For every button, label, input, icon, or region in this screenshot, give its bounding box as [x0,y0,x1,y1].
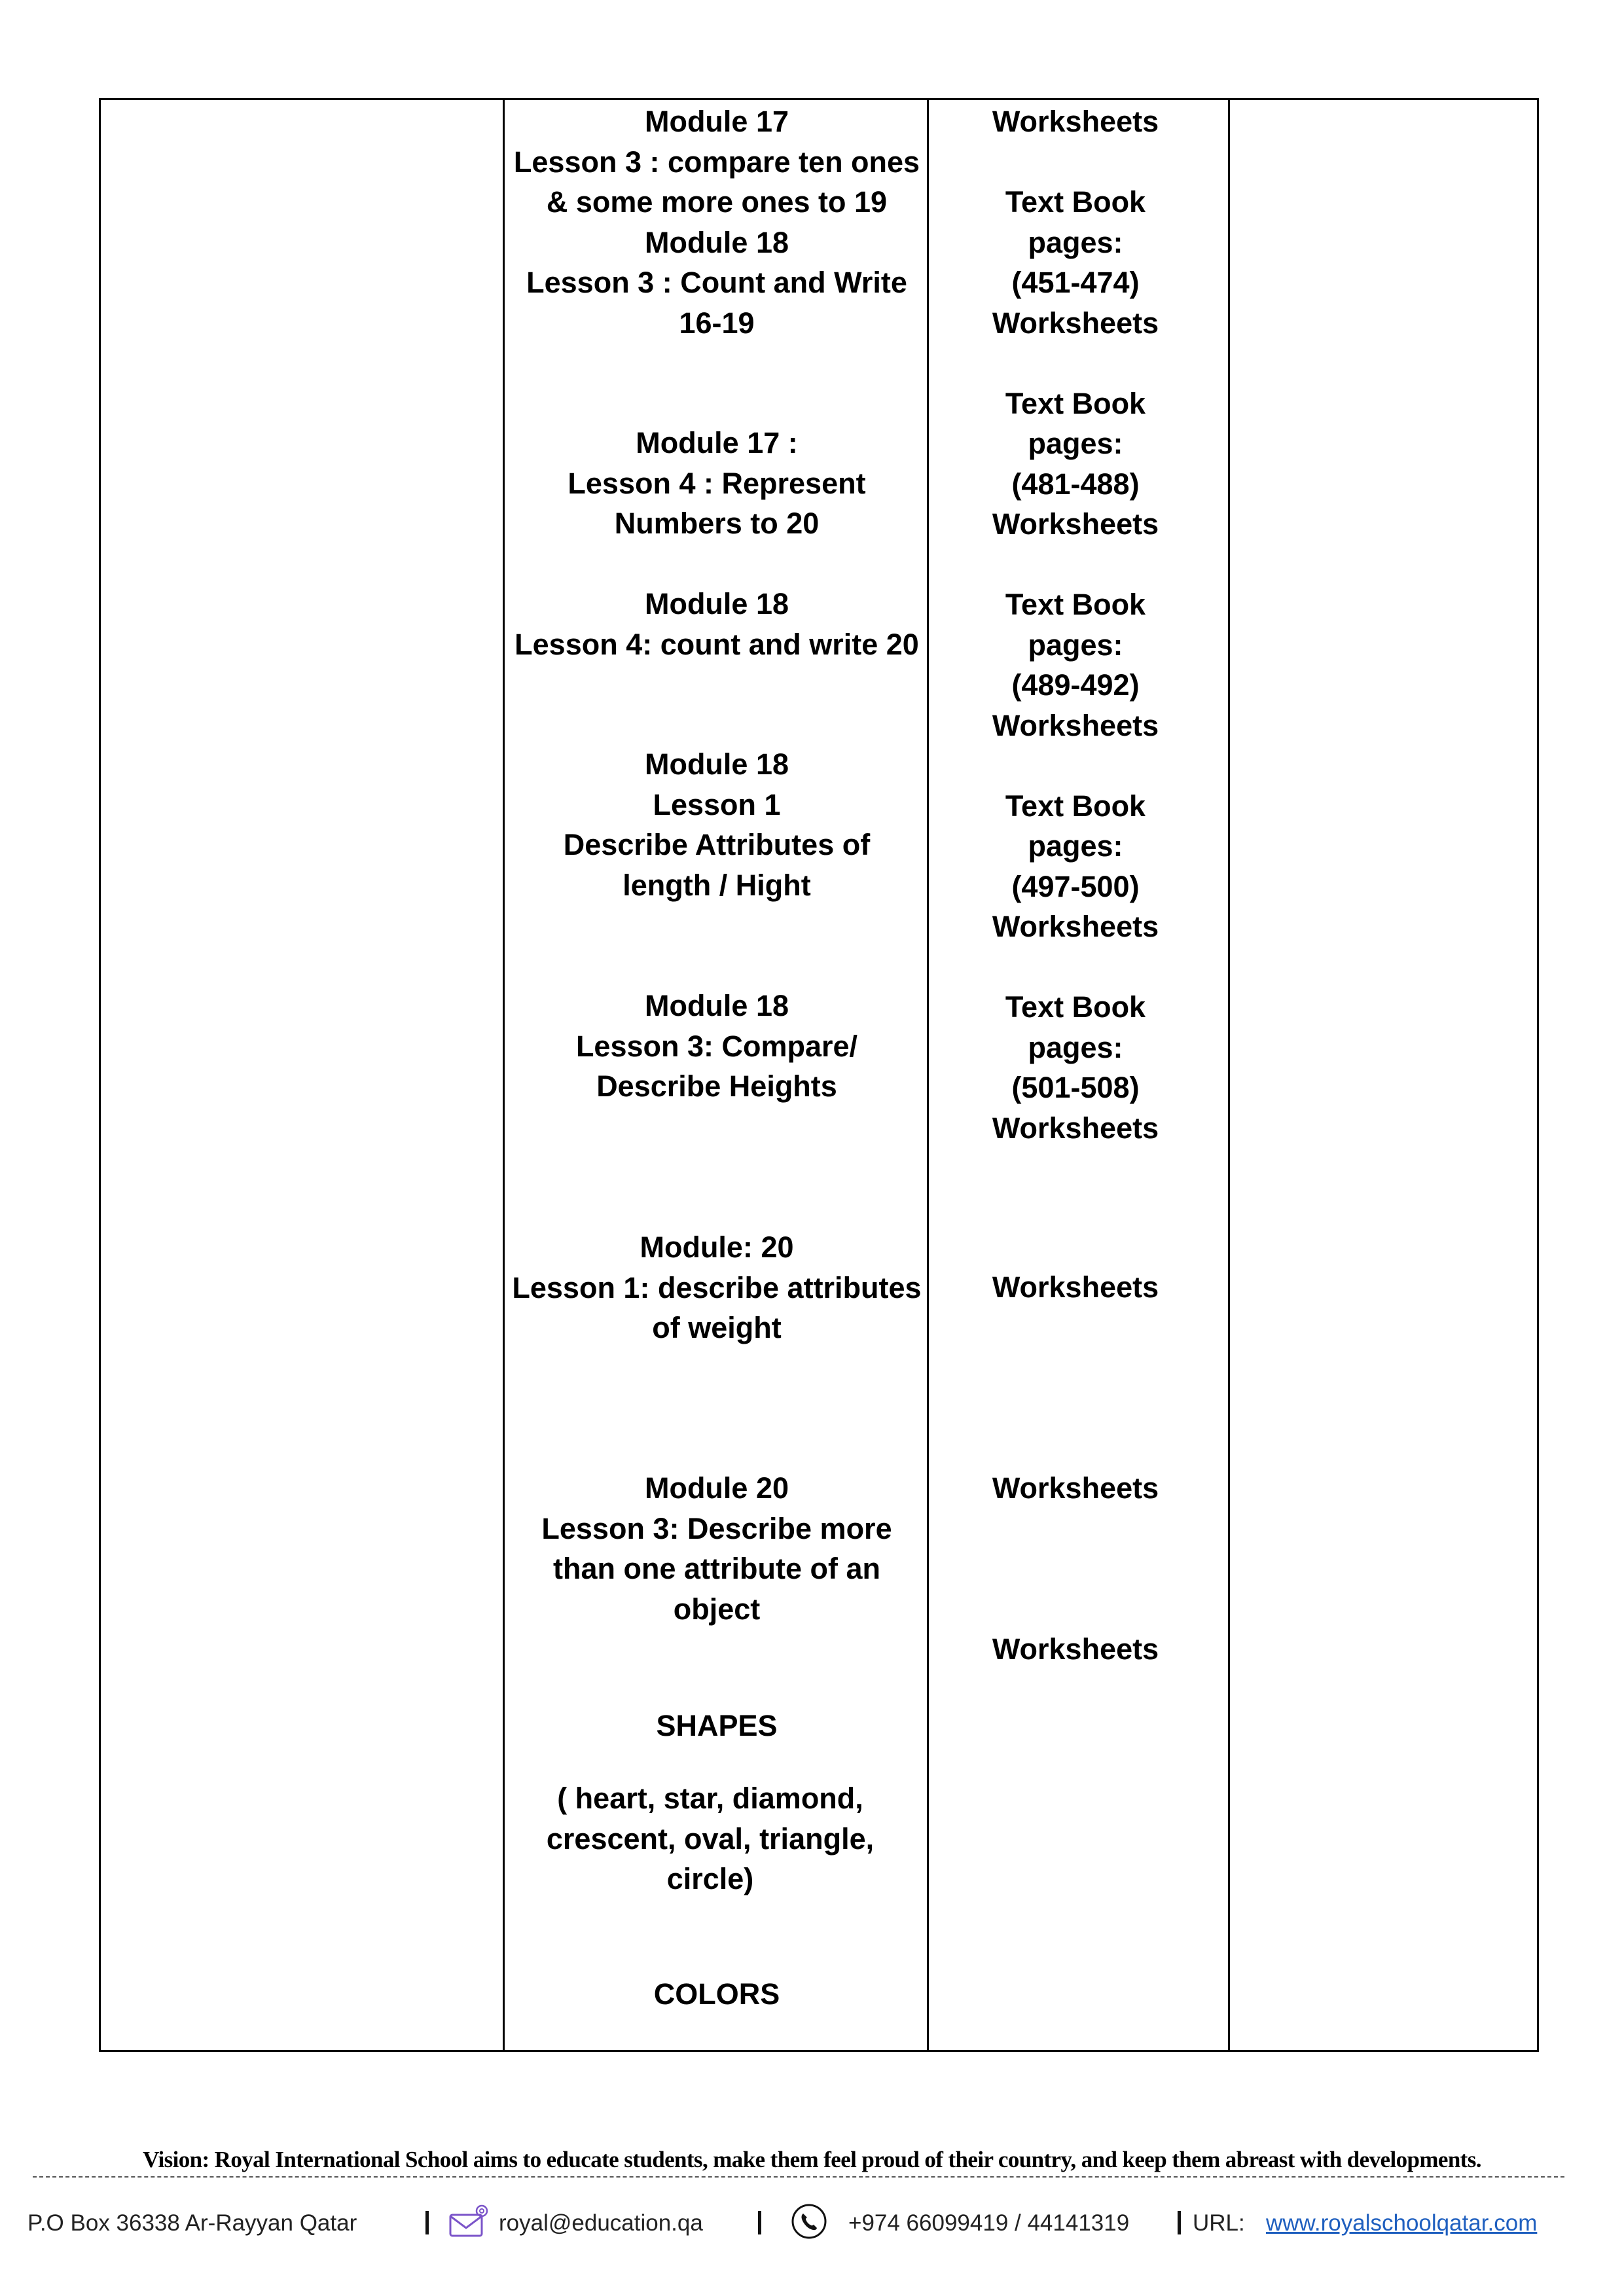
lesson-line: Module: 20 [640,1230,794,1264]
website-link[interactable]: www.royalschoolqatar.com [1266,2210,1538,2236]
lesson-block-4 [501,744,933,905]
lesson-line: Module 17 : [636,426,798,459]
resource-worksheets-6 [925,1267,1226,1308]
lesson-line: circle) [666,1862,754,1895]
phone-icon [791,2203,827,2240]
lesson-block-1 [501,101,933,343]
email-link[interactable]: royal@education.qa [499,2210,703,2236]
separator [1178,2211,1181,2234]
resource-line: Worksheets [992,910,1159,943]
lesson-line: & some more ones to 19 [546,185,888,219]
resource-line: Text Book [1005,588,1146,621]
separator [425,2211,429,2234]
resource-worksheets-8 [925,1629,1226,1670]
column-divider-3 [1228,100,1230,2050]
lesson-line: crescent, oval, triangle, [546,1821,875,1856]
lesson-block-6 [501,1227,933,1348]
shapes-list [501,1778,920,1899]
url-label: URL: [1193,2210,1245,2236]
lesson-block-7 [501,1468,933,1629]
lesson-block-5 [501,986,933,1107]
resource-line: Worksheets [992,1471,1159,1505]
resource-line: Worksheets [992,105,1159,138]
shapes-heading [501,1706,933,1746]
resource-line: pages: [1028,829,1123,863]
lesson-line: Lesson 3 : compare ten ones [513,145,920,179]
resource-line: pages: [1028,628,1123,662]
lesson-line: object [673,1592,761,1626]
resource-line: (489-492) [1011,668,1140,702]
resource-line: Worksheets [992,1111,1159,1145]
lesson-line: Module 17 [644,105,789,138]
resource-worksheets-7 [925,1468,1226,1509]
lesson-line: Module 18 [644,747,789,781]
resource-line: (501-508) [1011,1071,1140,1104]
resource-line: Text Book [1005,789,1146,823]
lesson-line: length / Hight [623,868,811,902]
lesson-line: Module 18 [644,587,789,620]
lesson-line: Lesson 3 : Count and Write [526,266,907,299]
lesson-line: Module 18 [644,989,789,1022]
lesson-line: Lesson 1: describe attributes [512,1270,922,1304]
resource-line: Worksheets [992,306,1159,340]
resource-line: Worksheets [992,708,1159,742]
email-icon [448,2203,491,2240]
resource-line: pages: [1028,1030,1123,1064]
lesson-line: of weight [652,1311,782,1344]
resource-line: pages: [1028,225,1123,259]
address: P.O Box 36338 Ar-Rayyan Qatar [27,2210,357,2236]
lesson-block-2 [501,423,933,544]
resource-line: Worksheets [992,1632,1159,1666]
resource-line: (481-488) [1011,467,1140,501]
lesson-line: SHAPES [656,1709,778,1742]
separator [758,2211,761,2234]
colors-heading [501,1974,933,2015]
lesson-line: Lesson 3: Compare/ [575,1029,858,1063]
resource-line: Worksheets [992,507,1159,541]
lesson-line: ( heart, star, diamond, [557,1782,863,1815]
vision-statement: Vision: Royal International School aims to educate students, make them feel proud of their country, and keep them abreast with developments. [143,2147,1481,2172]
lesson-line: Module 18 [644,225,789,259]
resource-line: (497-500) [1011,869,1140,903]
lesson-line: Describe Heights [596,1069,837,1103]
resource-line: Worksheets [992,1270,1159,1304]
lesson-line: Module 20 [644,1471,789,1505]
lesson-line: COLORS [653,1977,780,2011]
resource-line: Text Book [1005,185,1146,219]
resource-block-1 [925,101,1226,1148]
lesson-block-3 [501,584,933,664]
resource-line: pages: [1028,427,1123,460]
lesson-line: 16-19 [679,306,755,340]
lesson-line: than one attribute of an [553,1552,880,1585]
lesson-line: Lesson 1 [653,787,781,821]
lesson-line: Numbers to 20 [614,507,820,540]
lesson-line: Lesson 3: Describe more [541,1511,892,1545]
lesson-line: Describe Attributes of [563,828,871,861]
lesson-line: Lesson 4 : Represent [568,466,866,500]
lesson-line: Lesson 4: count and write 20 [514,627,919,661]
resource-line: (451-474) [1011,266,1140,299]
resource-line: Text Book [1005,386,1146,420]
footer-divider [33,2176,1564,2178]
phone-number: +974 66099419 / 44141319 [848,2210,1130,2236]
resource-line: Text Book [1005,990,1146,1024]
